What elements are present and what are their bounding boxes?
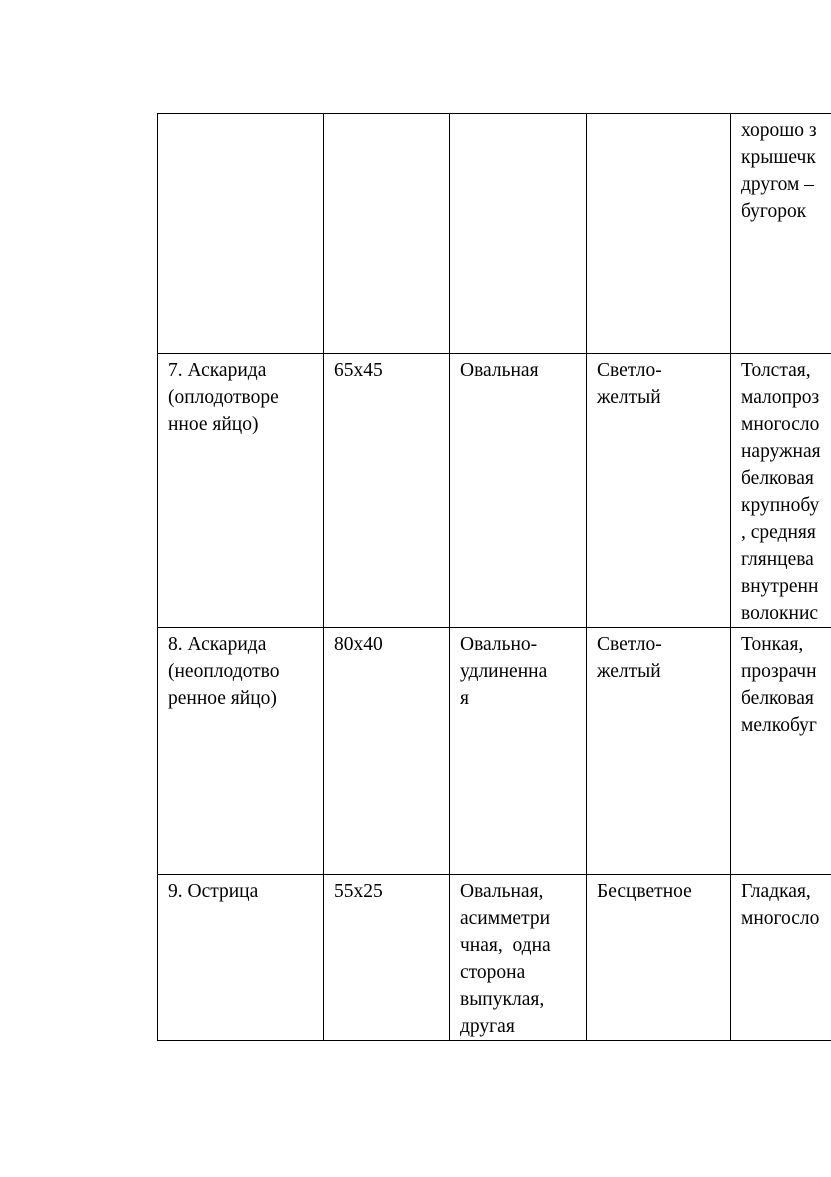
size-cell (324, 875, 450, 1041)
table-row (158, 354, 831, 628)
table-row (158, 114, 831, 354)
cell-line: Овальная (460, 360, 539, 381)
color-cell (587, 875, 731, 1041)
name-cell (158, 114, 324, 354)
cell-line: глянцева (741, 549, 814, 570)
cell-line: другая (460, 1016, 515, 1037)
size-cell (324, 354, 450, 628)
size-cell (324, 114, 450, 354)
shell-cell (731, 628, 831, 875)
cell-line: многосло (741, 414, 820, 435)
size-cell (324, 628, 450, 875)
cell-line: наружная (741, 441, 821, 462)
cell-line: внутренн (741, 576, 819, 597)
shape-cell (450, 354, 587, 628)
cell-line: хорошо з (741, 120, 817, 141)
cell-line: 55х25 (334, 881, 383, 902)
cell-line: крупнобу (741, 495, 820, 516)
shell-cell (731, 114, 831, 354)
shell-cell (731, 875, 831, 1041)
shape-cell (450, 114, 587, 354)
cell-line: (оплодотворе (168, 387, 279, 408)
name-cell (158, 875, 324, 1041)
cell-line: Светло- (597, 634, 662, 655)
cell-line: малопроз (741, 387, 820, 408)
shape-cell (450, 875, 587, 1041)
cell-line: Светло- (597, 360, 662, 381)
cell-line: , средняя (741, 522, 816, 543)
name-cell (158, 354, 324, 628)
cell-line: ренное яйцо) (168, 688, 277, 709)
cell-line: Тонкая, (741, 634, 804, 655)
cell-line: Гладкая, (741, 881, 811, 902)
cell-line: бугорок (741, 201, 807, 222)
color-cell (587, 114, 731, 354)
cell-line: Толстая, (741, 360, 811, 381)
cell-line: 8. Аскарида (168, 634, 267, 655)
cell-line: Овальная, (460, 881, 544, 902)
cell-line: сторона (460, 962, 526, 983)
cell-line: желтый (597, 387, 661, 408)
cell-line: белковая (741, 468, 814, 489)
shape-cell (450, 628, 587, 875)
cell-line: Овально- (460, 634, 538, 655)
cell-line: желтый (597, 661, 661, 682)
cell-line: 80х40 (334, 634, 383, 655)
cell-line: волокнис (741, 603, 819, 624)
cell-line: крышечк (741, 147, 816, 168)
shell-cell (731, 354, 831, 628)
name-cell (158, 628, 324, 875)
cell-line: удлиненна (460, 661, 548, 682)
cell-line: другом – (741, 174, 815, 195)
cell-line: я (460, 688, 469, 709)
color-cell (587, 354, 731, 628)
cell-line: мелкобуг (741, 715, 817, 736)
cell-line: 7. Аскарида (168, 360, 267, 381)
cell-line: (неоплодотво (168, 661, 280, 682)
cell-line: многосло (741, 908, 820, 929)
cell-line: белковая (741, 688, 814, 709)
table-row (158, 628, 831, 875)
cell-line: прозрачн (741, 661, 817, 682)
cell-line: 65х45 (334, 360, 383, 381)
cell-line: выпуклая, (460, 989, 545, 1010)
cell-line: нное яйцо) (168, 414, 259, 435)
helminth-eggs-table (157, 113, 831, 1041)
cell-line: асимметри (460, 908, 551, 929)
cell-line: чная, одна (460, 935, 551, 956)
table-row (158, 875, 831, 1041)
cell-line: Бесцветное (597, 881, 692, 902)
cell-line: 9. Острица (168, 881, 259, 902)
color-cell (587, 628, 731, 875)
